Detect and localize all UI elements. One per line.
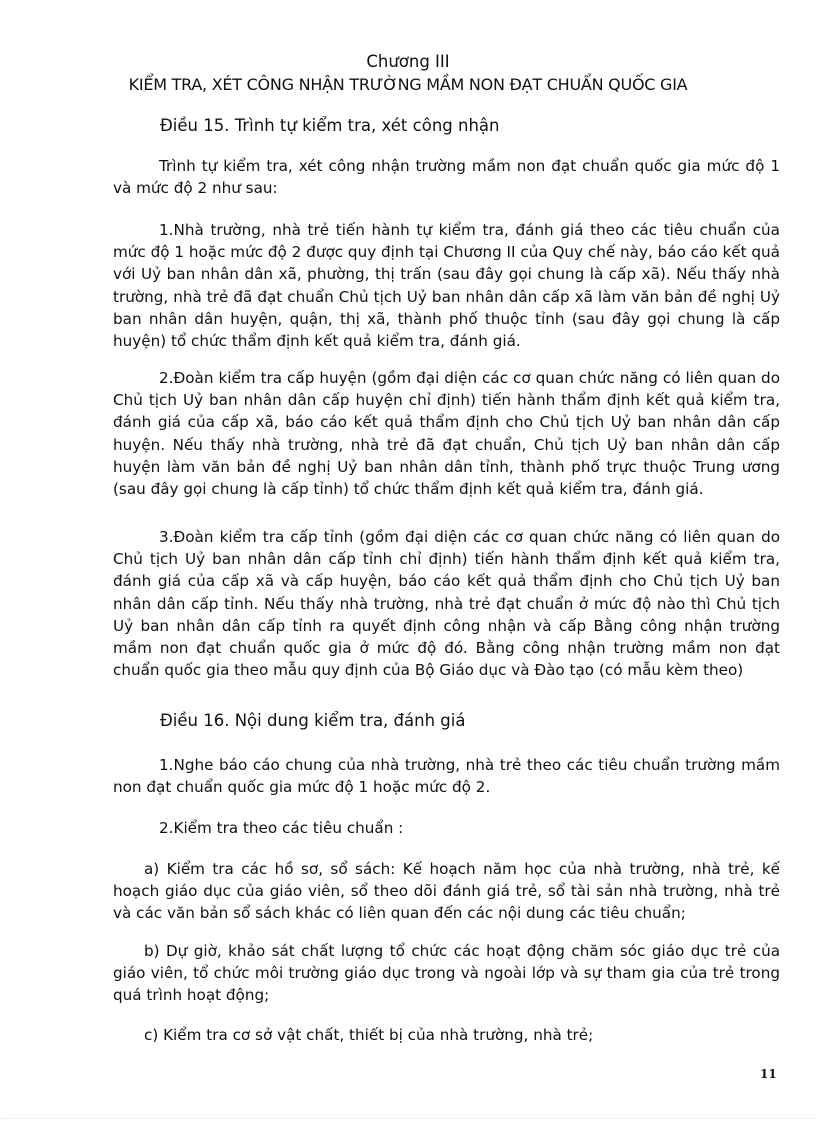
article-16-item-b: b) Dự giờ, khảo sát chất lượng tổ chức các hoạt động chăm sóc giáo dục trẻ của giáo viên, tổ chức môi trường giáo dục trong và ngoài lớp và sự tham gia của trẻ trong quá trình hoạt động; — [113, 942, 780, 1005]
chapter-number: Chương III — [366, 52, 450, 71]
article-15-clause-2: 2.Đoàn kiểm tra cấp huyện (gồm đại diện các cơ quan chức năng có liên quan do Chủ tịch Uỷ ban nhân dân cấp huyện chỉ định) tiến hành thẩm định kết quả kiểm tra, đánh giá của cấp xã, báo cáo kết quả thẩm định cho Chủ tịch Uỷ ban nhân dân cấp huyện. Nếu thấy nhà trường, nhà trẻ đã đạt chuẩn, Chủ tịch Uỷ ban nhân dân cấp huyện làm văn bản đề nghị Uỷ ban nhân dân tỉnh, thành phố trực thuộc Trung ương (sau đây gọi chung là cấp tỉnh) tổ chức thẩm định kết quả kiểm tra, đánh giá. — [113, 369, 780, 499]
article-16-item-c: c) Kiểm tra cơ sở vật chất, thiết bị của nhà trường, nhà trẻ; — [144, 1026, 594, 1044]
article-15-intro-paragraph: Trình tự kiểm tra, xét công nhận trường mầm non đạt chuẩn quốc gia mức độ 1 và mức độ 2 như sau: — [113, 157, 780, 198]
article-16-heading: Điều 16. Nội dung kiểm tra, đánh giá — [160, 711, 466, 730]
article-16-clause-1: 1.Nghe báo cáo chung của nhà trường, nhà trẻ theo các tiêu chuẩn trường mầm non đạt chuẩn quốc gia mức độ 1 hoặc mức độ 2. — [113, 756, 780, 797]
chapter-title: KIỂM TRA, XÉT CÔNG NHẬN TRƯỜNG MẦM NON ĐẠT CHUẨN QUỐC GIA — [128, 75, 688, 94]
article-16-clause-2: 2.Kiểm tra theo các tiêu chuẩn : — [159, 819, 404, 837]
article-16-item-a: a) Kiểm tra các hồ sơ, sổ sách: Kế hoạch năm học của nhà trường, nhà trẻ, kế hoạch giáo dục của giáo viên, sổ theo dõi đánh giá trẻ, sổ tài sản nhà trường, nhà trẻ và các văn bản sổ sách khác có liên quan đến các nội dung các tiêu chuẩn; — [113, 860, 780, 923]
page-number: 11 — [760, 1067, 777, 1081]
article-15-heading: Điều 15. Trình tự kiểm tra, xét công nhận — [160, 116, 500, 135]
article-15-clause-3: 3.Đoàn kiểm tra cấp tỉnh (gồm đại diện các cơ quan chức năng có liên quan do Chủ tịch Uỷ ban nhân dân cấp tỉnh chỉ định) tiến hành thẩm định kết quả kiểm tra, đánh giá của cấp xã và cấp huyện, báo cáo kết quả thẩm định cho Chủ tịch Uỷ ban nhân dân cấp tỉnh. Nếu thấy nhà trường, nhà trẻ đạt chuẩn ở mức độ nào thì Chủ tịch Uỷ ban nhân dân cấp tỉnh ra quyết định công nhận và cấp Bằng công nhận trường mầm non đạt chuẩn quốc gia ở mức độ đó. Bằng công nhận trường mầm non đạt chuẩn quốc gia theo mẫu quy định của Bộ Giáo dục và Đào tạo (có mẫu kèm theo) — [113, 528, 780, 680]
article-15-clause-1: 1.Nhà trường, nhà trẻ tiến hành tự kiểm tra, đánh giá theo các tiêu chuẩn của mức độ 1 hoặc mức độ 2 được quy định tại Chương II của Quy chế này, báo cáo kết quả với Uỷ ban nhân dân xã, phường, thị trấn (sau đây gọi chung là cấp xã). Nếu thấy nhà trường, nhà trẻ đã đạt chuẩn Chủ tịch Uỷ ban nhân dân cấp xã làm văn bản đề nghị Uỷ ban nhân dân huyện, quận, thị xã, thành phố thuộc tỉnh (sau đây gọi chung là cấp huyện) tổ chức thẩm định kết quả kiểm tra, đánh giá. — [113, 221, 780, 351]
page-bottom-divider — [0, 1118, 816, 1119]
